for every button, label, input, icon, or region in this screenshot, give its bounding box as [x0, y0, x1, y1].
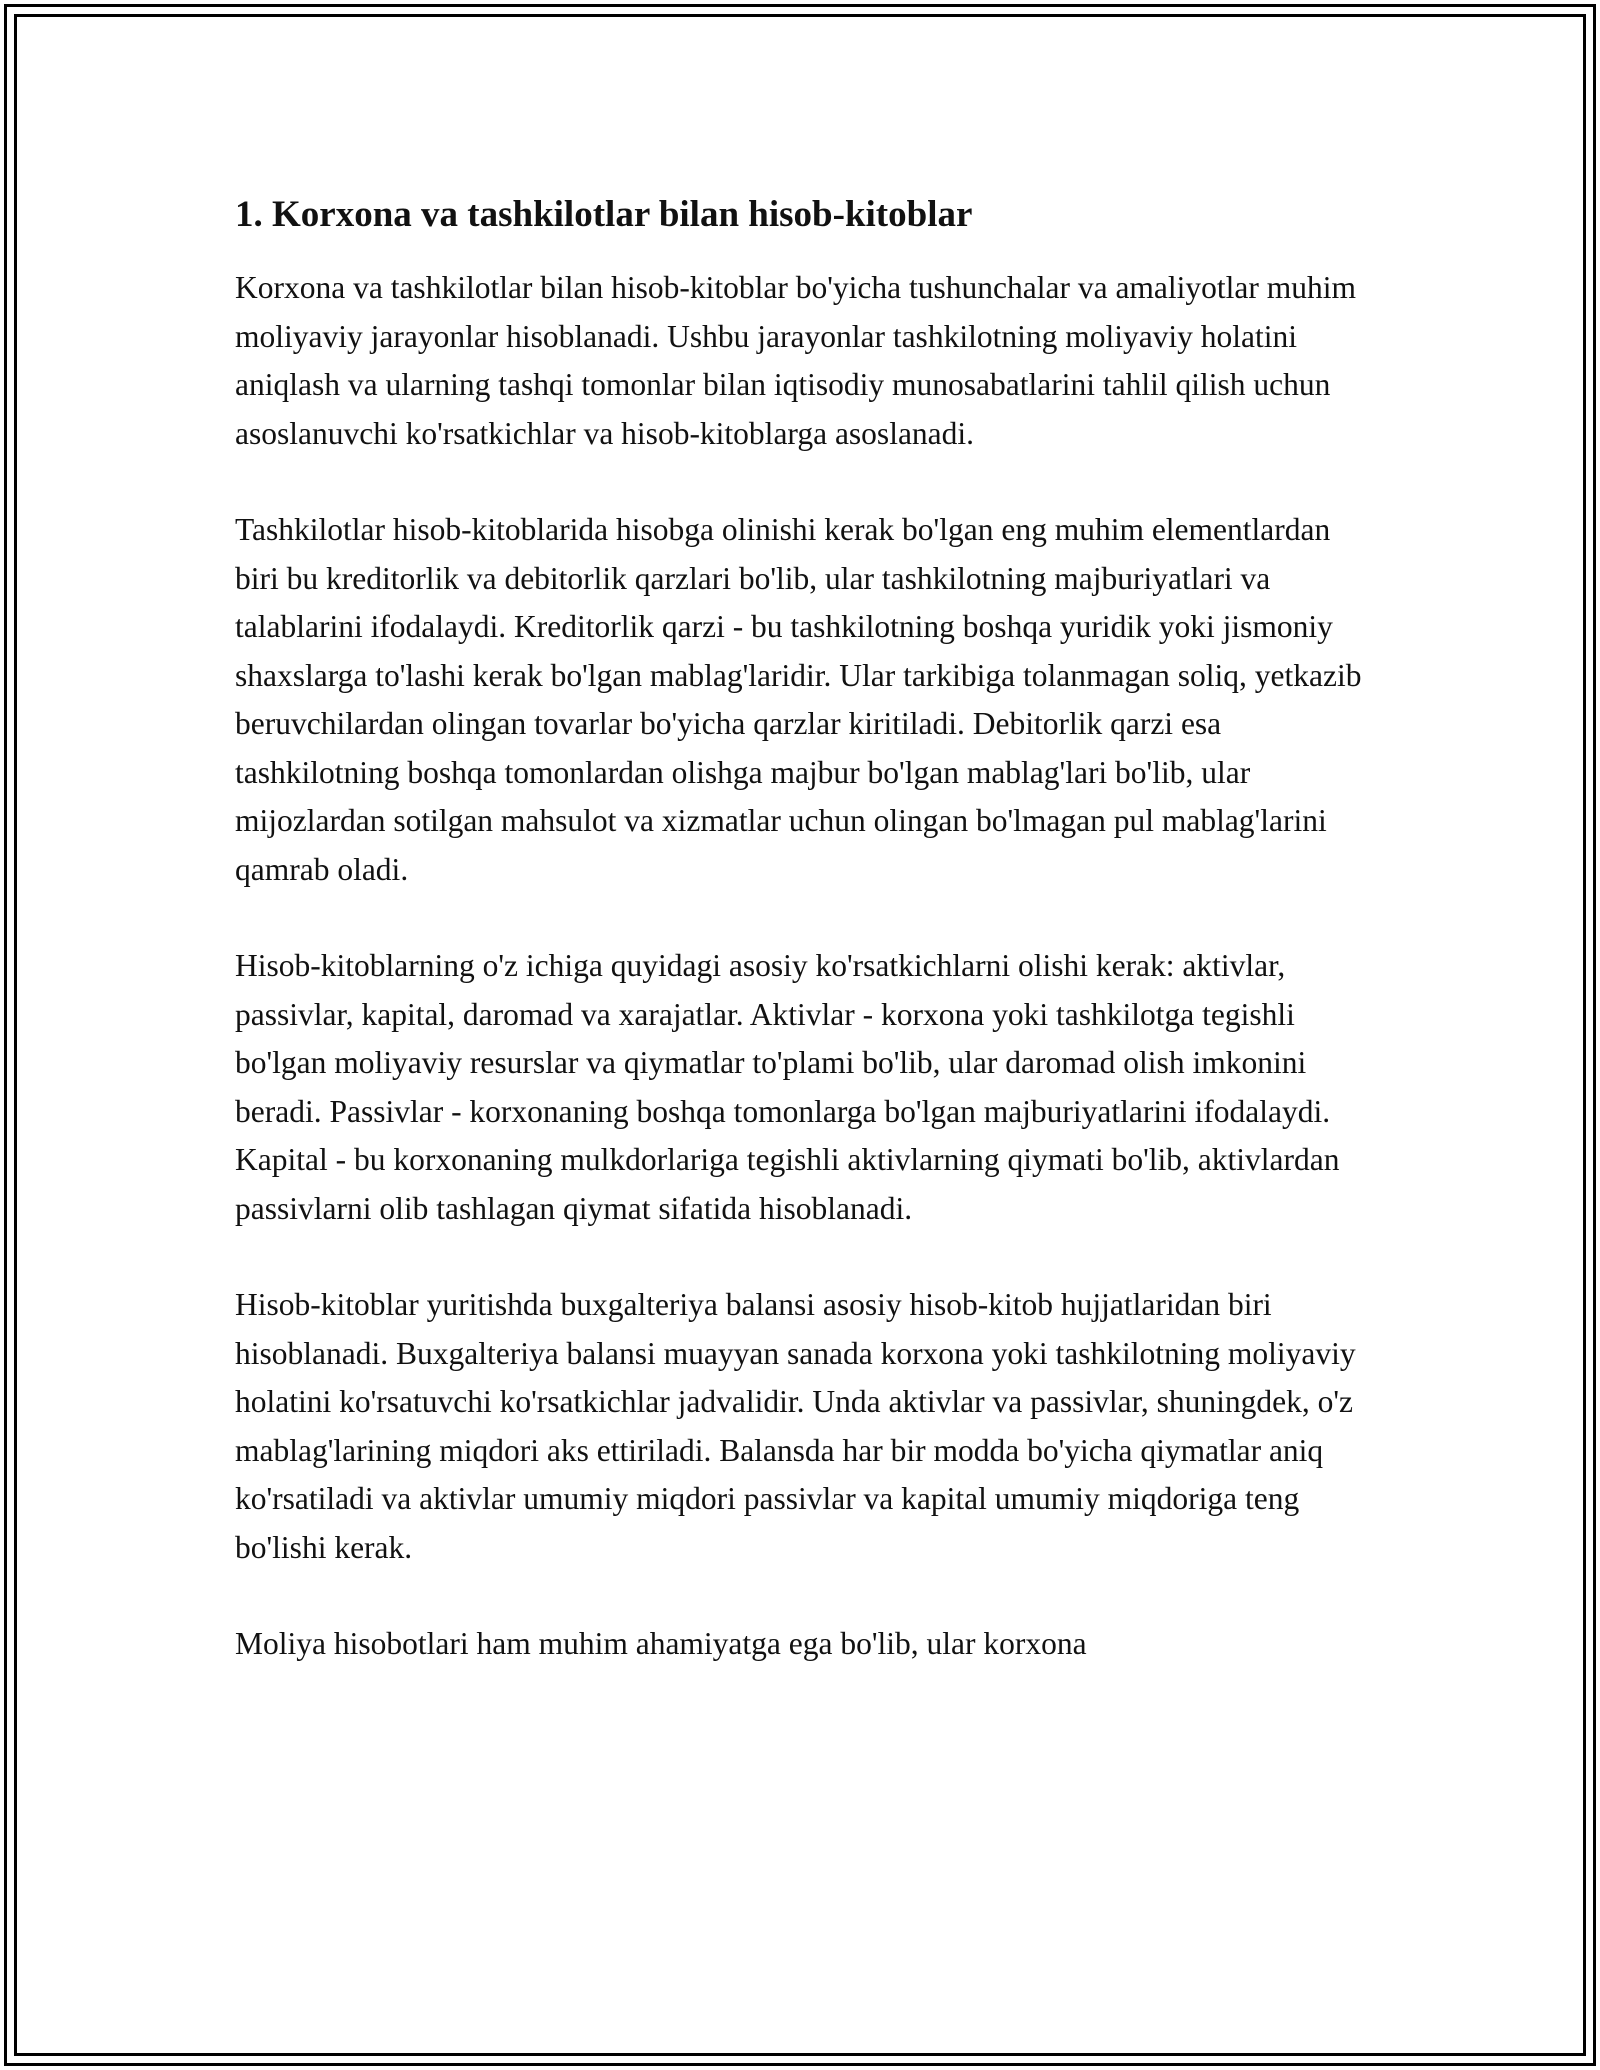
paragraph-3: Hisob-kitoblarning o'z ichiga quyidagi asosiy ko'rsatkichlarni olishi kerak: aktivlar, passivlar, kapital, daromad va xarajatlar. Aktivlar - korxona yoki tashkilotga tegishli bo'lgan moliyaviy resurslar va qiymatlar to'plami bo'lib, ular daromad olish imkonini beradi. Passivlar - korxonaning boshqa tomonlarga bo'lgan majburiyatlarini ifodalaydi. Kapital - bu korxonaning mulkdorlariga tegishli aktivlarning qiymati bo'lib, aktivlardan passivlarni olib tashlagan qiymat sifatida hisoblanadi.: [235, 948, 1340, 1226]
paragraph-5: Moliya hisobotlari ham muhim ahamiyatga ega bo'lib, ular korxona: [235, 1626, 1087, 1661]
document-body: [235, 190, 1375, 1717]
section-heading: 1. Korxona va tashkilotlar bilan hisob-kitoblar: [235, 194, 973, 235]
paragraph-4: Hisob-kitoblar yuritishda buxgalteriya balansi asosiy hisob-kitob hujjatlaridan biri hisoblanadi. Buxgalteriya balansi muayyan sanada korxona yoki tashkilotning moliyaviy holatini ko'rsatuvchi ko'rsatkichlar jadvalidir. Unda aktivlar va passivlar, shuningdek, o'z mablag'larining miqdori aks ettiriladi. Balansda har bir modda bo'yicha qiymatlar aniq ko'rsatiladi va aktivlar umumiy miqdori passivlar va kapital umumiy miqdoriga teng bo'lishi kerak.: [235, 1287, 1356, 1565]
paragraph-2: Tashkilotlar hisob-kitoblarida hisobga olinishi kerak bo'lgan eng muhim elementlardan biri bu kreditorlik va debitorlik qarzlari bo'lib, ular tashkilotning majburiyatlari va talablarini ifodalaydi. Kreditorlik qarzi - bu tashkilotning boshqa yuridik yoki jismoniy shaxslarga to'lashi kerak bo'lgan mablag'laridir. Ular tarkibiga tolanmagan soliq, yetkazib beruvchilardan olingan tovarlar bo'yicha qarzlar kiritiladi. Debitorlik qarzi esa tashkilotning boshqa tomonlardan olishga majbur bo'lgan mablag'lari bo'lib, ular mijozlardan sotilgan mahsulot va xizmatlar uchun olingan bo'lmagan pul mablag'larini qamrab oladi.: [235, 512, 1362, 887]
paragraph-1: Korxona va tashkilotlar bilan hisob-kitoblar bo'yicha tushunchalar va amaliyotlar muhim moliyaviy jarayonlar hisoblanadi. Ushbu jarayonlar tashkilotning moliyaviy holatini aniqlash va ularning tashqi tomonlar bilan iqtisodiy munosabatlarini tahlil qilish uchun asoslanuvchi ko'rsatkichlar va hisob-kitoblarga asoslanadi.: [235, 270, 1357, 451]
